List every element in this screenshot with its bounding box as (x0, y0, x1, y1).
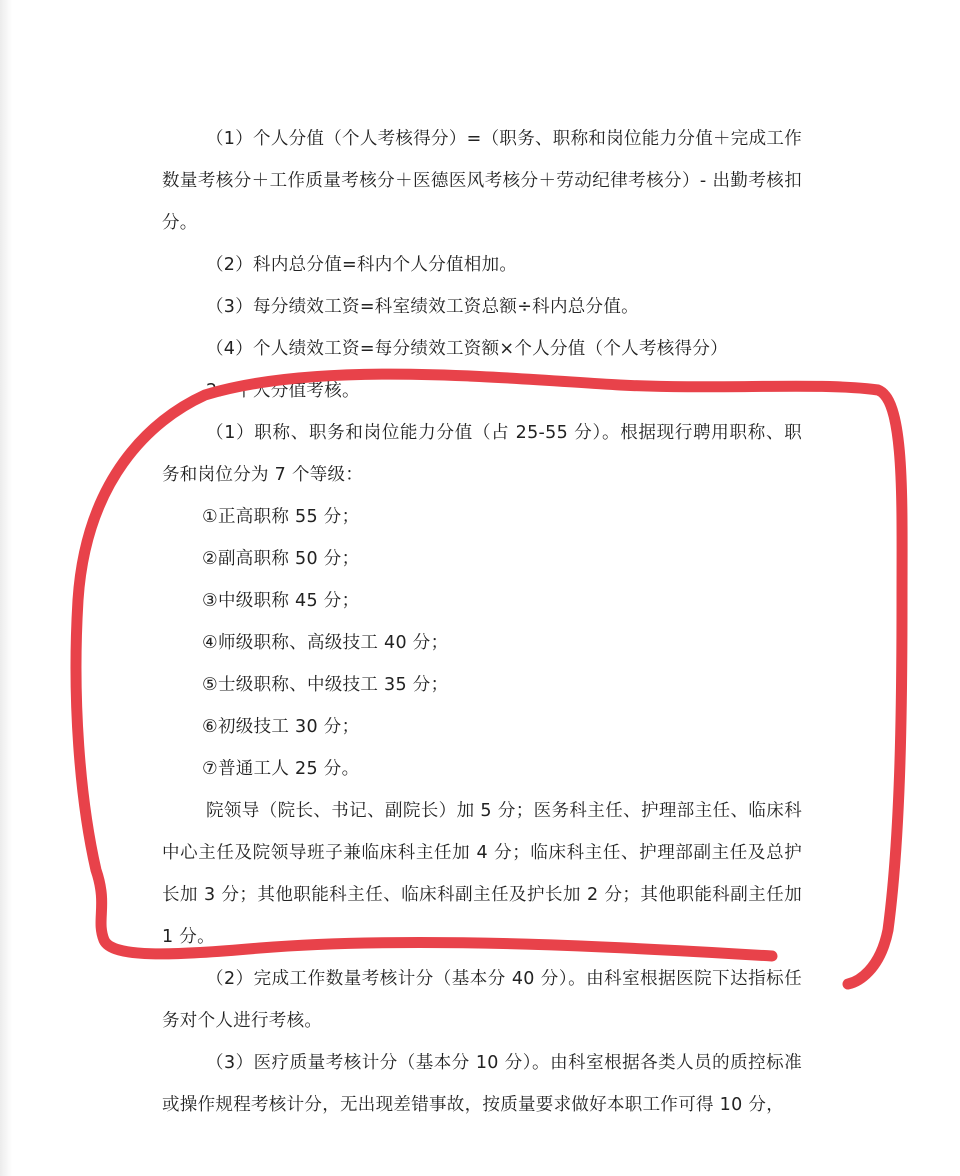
list-item-level-1: ①正高职称 55 分； (202, 507, 360, 527)
section-heading-individual-score-assessment: 2．个人分值考核。 (206, 381, 360, 401)
page-shadow-edge (0, 0, 12, 1176)
paragraph-dept-total-score: （2）科内总分值=科内个人分值相加。 (206, 255, 518, 275)
document-body (162, 118, 802, 1126)
list-item-level-4: ④师级职称、高级技工 40 分； (202, 633, 449, 653)
paragraph-work-quantity-score: （2）完成工作数量考核计分（基本分 40 分）。由科室根据医院下达指标任务对个人进行考核。 (162, 969, 802, 1031)
list-item-level-6: ⑥初级技工 30 分； (202, 717, 360, 737)
list-item-level-3: ③中级职称 45 分； (202, 591, 360, 611)
list-item-level-7: ⑦普通工人 25 分。 (202, 759, 360, 779)
paragraph-individual-pay: （4）个人绩效工资=每分绩效工资额×个人分值（个人考核得分） (206, 339, 728, 359)
paragraph-medical-quality-score: （3）医疗质量考核计分（基本分 10 分）。由科室根据各类人员的质控标准或操作规程考核计分，无出现差错事故，按质量要求做好本职工作可得 10 分， (162, 1053, 802, 1115)
paragraph-leadership-bonus: 院领导（院长、书记、副院长）加 5 分；医务科主任、护理部主任、临床科中心主任及院领导班子兼临床科主任加 4 分；临床科主任、护理部副主任及总护长加 3 分；其他职能科主任、临床科副主任及护长加 2 分；其他职能科副主任加 1 分。 (162, 801, 802, 947)
list-item-level-5: ⑤士级职称、中级技工 35 分； (202, 675, 449, 695)
list-item-level-2: ②副高职称 50 分； (202, 549, 360, 569)
paragraph-formula-individual-score: （1）个人分值（个人考核得分）=（职务、职称和岗位能力分值＋完成工作数量考核分＋工作质量考核分＋医德医风考核分＋劳动纪律考核分）- 出勤考核扣分。 (162, 129, 802, 233)
paragraph-per-point-pay: （3）每分绩效工资=科室绩效工资总额÷科内总分值。 (206, 297, 639, 317)
paragraph-title-position-score: （1）职称、职务和岗位能力分值（占 25-55 分）。根据现行聘用职称、职务和岗位分为 7 个等级： (162, 423, 802, 485)
